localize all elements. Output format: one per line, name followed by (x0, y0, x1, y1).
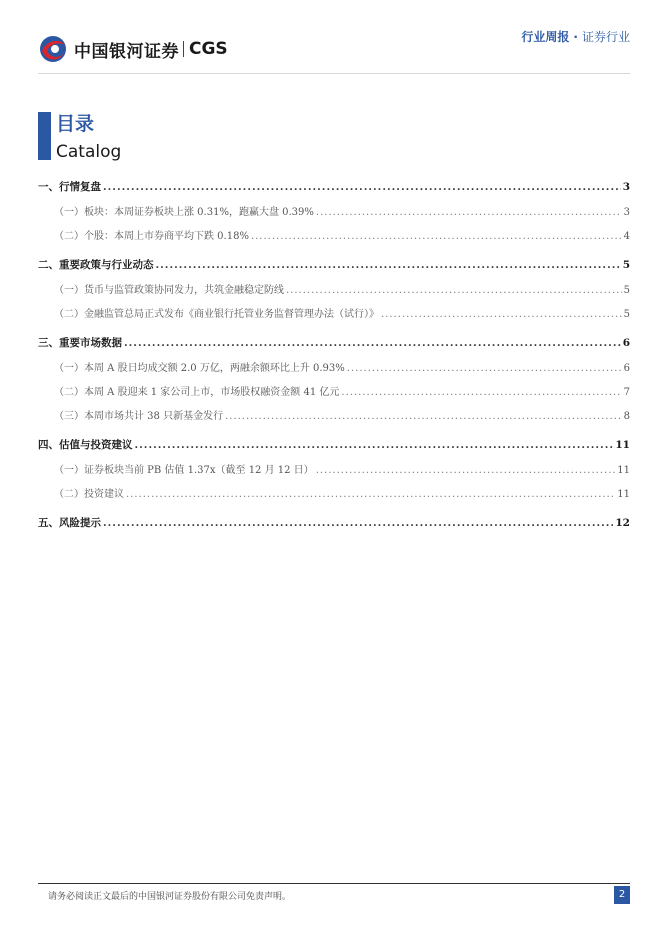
toc-subsection[interactable] (38, 409, 630, 425)
toc-page-number: 6 (622, 337, 630, 349)
toc-page-number: 5 (623, 285, 630, 296)
toc-leader-dots (225, 409, 622, 425)
header-divider (38, 73, 630, 74)
toc-page-number: 7 (623, 387, 630, 398)
toc-leader-dots (341, 385, 621, 401)
toc-section-label: 三、重要市场数据 (38, 337, 122, 349)
report-category (521, 28, 630, 45)
toc-page-number: 5 (622, 259, 630, 271)
toc-subsection-label: （二）个股：本周上市券商平均下跌 0.18% (54, 231, 249, 242)
toc-subsection-label: （二）本周 A 股迎来 1 家公司上市，市场股权融资金额 41 亿元 (54, 387, 340, 398)
toc-subsection-label: （一）证券板块当前 PB 估值 1.37x（截至 12 月 12 日） (54, 465, 314, 476)
footer-page-number: 2 (614, 886, 630, 904)
toc-leader-dots (316, 205, 622, 221)
toc-subsection-label: （一）货币与监管政策协同发力，共筑金融稳定防线 (54, 285, 284, 296)
logo-en-text: CGS (189, 39, 228, 59)
footer-divider (38, 883, 630, 884)
toc-subsection[interactable] (38, 205, 630, 221)
toc-subsection[interactable] (38, 361, 630, 377)
toc-leader-dots (156, 257, 621, 273)
toc-section[interactable] (38, 257, 630, 273)
toc-leader-dots (124, 335, 621, 351)
toc-section[interactable] (38, 515, 630, 531)
toc-leader-dots (251, 229, 622, 245)
logo-cn-text: 中国银河证券 (74, 41, 179, 62)
toc-leader-dots (316, 463, 616, 479)
title-accent-bar (38, 112, 51, 160)
toc-subsection-label: （三）本周市场共计 38 只新基金发行 (54, 411, 224, 422)
toc-subsection-label: （一）板块：本周证券板块上涨 0.31%，跑赢大盘 0.39% (54, 207, 314, 218)
toc-page-number: 11 (617, 489, 630, 500)
toc-subsection-label: （一）本周 A 股日均成交额 2.0 万亿，两融余额环比上升 0.93% (54, 363, 345, 374)
toc-subsection-label: （二）投资建议 (54, 489, 124, 500)
sector-name: 证券行业 (581, 30, 630, 44)
category-separator: · (573, 30, 578, 44)
toc-page-number: 6 (623, 363, 630, 374)
toc-section-label: 五、风险提示 (38, 517, 101, 529)
toc-section-label: 四、估值与投资建议 (38, 439, 133, 451)
table-of-contents (38, 176, 630, 541)
company-logo (38, 34, 228, 64)
galaxy-logo-icon (38, 34, 68, 64)
logo-divider (183, 41, 184, 57)
toc-page-number: 5 (623, 309, 630, 320)
toc-page-number: 12 (615, 517, 630, 529)
toc-page-number: 3 (623, 207, 630, 218)
toc-leader-dots (103, 515, 613, 531)
toc-subsection-label: （二）金融监管总局正式发布《商业银行托管业务监督管理办法（试行）》 (54, 309, 379, 320)
toc-page-number: 4 (623, 231, 630, 242)
toc-section-label: 一、行情复盘 (38, 181, 101, 193)
toc-subsection[interactable] (38, 283, 630, 299)
toc-leader-dots (135, 437, 614, 453)
toc-subsection[interactable] (38, 307, 630, 323)
report-type: 行业周报 (521, 30, 570, 44)
toc-section-label: 二、重要政策与行业动态 (38, 259, 154, 271)
toc-leader-dots (103, 179, 621, 195)
toc-section[interactable] (38, 335, 630, 351)
toc-subsection[interactable] (38, 229, 630, 245)
toc-page-number: 11 (615, 439, 630, 451)
page-header (0, 0, 662, 80)
toc-section[interactable] (38, 437, 630, 453)
toc-title-cn: 目录 (56, 113, 95, 135)
toc-subsection[interactable] (38, 463, 630, 479)
footer-disclaimer: 请务必阅读正文最后的中国银河证券股份有限公司免责声明。 (48, 892, 292, 902)
toc-leader-dots (381, 307, 622, 323)
toc-section[interactable] (38, 179, 630, 195)
toc-subsection[interactable] (38, 487, 630, 503)
toc-subsection[interactable] (38, 385, 630, 401)
toc-page-number: 3 (622, 181, 630, 193)
toc-leader-dots (126, 487, 615, 503)
toc-title-en: Catalog (56, 142, 122, 162)
toc-leader-dots (286, 283, 622, 299)
toc-page-number: 8 (623, 411, 630, 422)
toc-page-number: 11 (617, 465, 630, 476)
toc-leader-dots (347, 361, 622, 377)
